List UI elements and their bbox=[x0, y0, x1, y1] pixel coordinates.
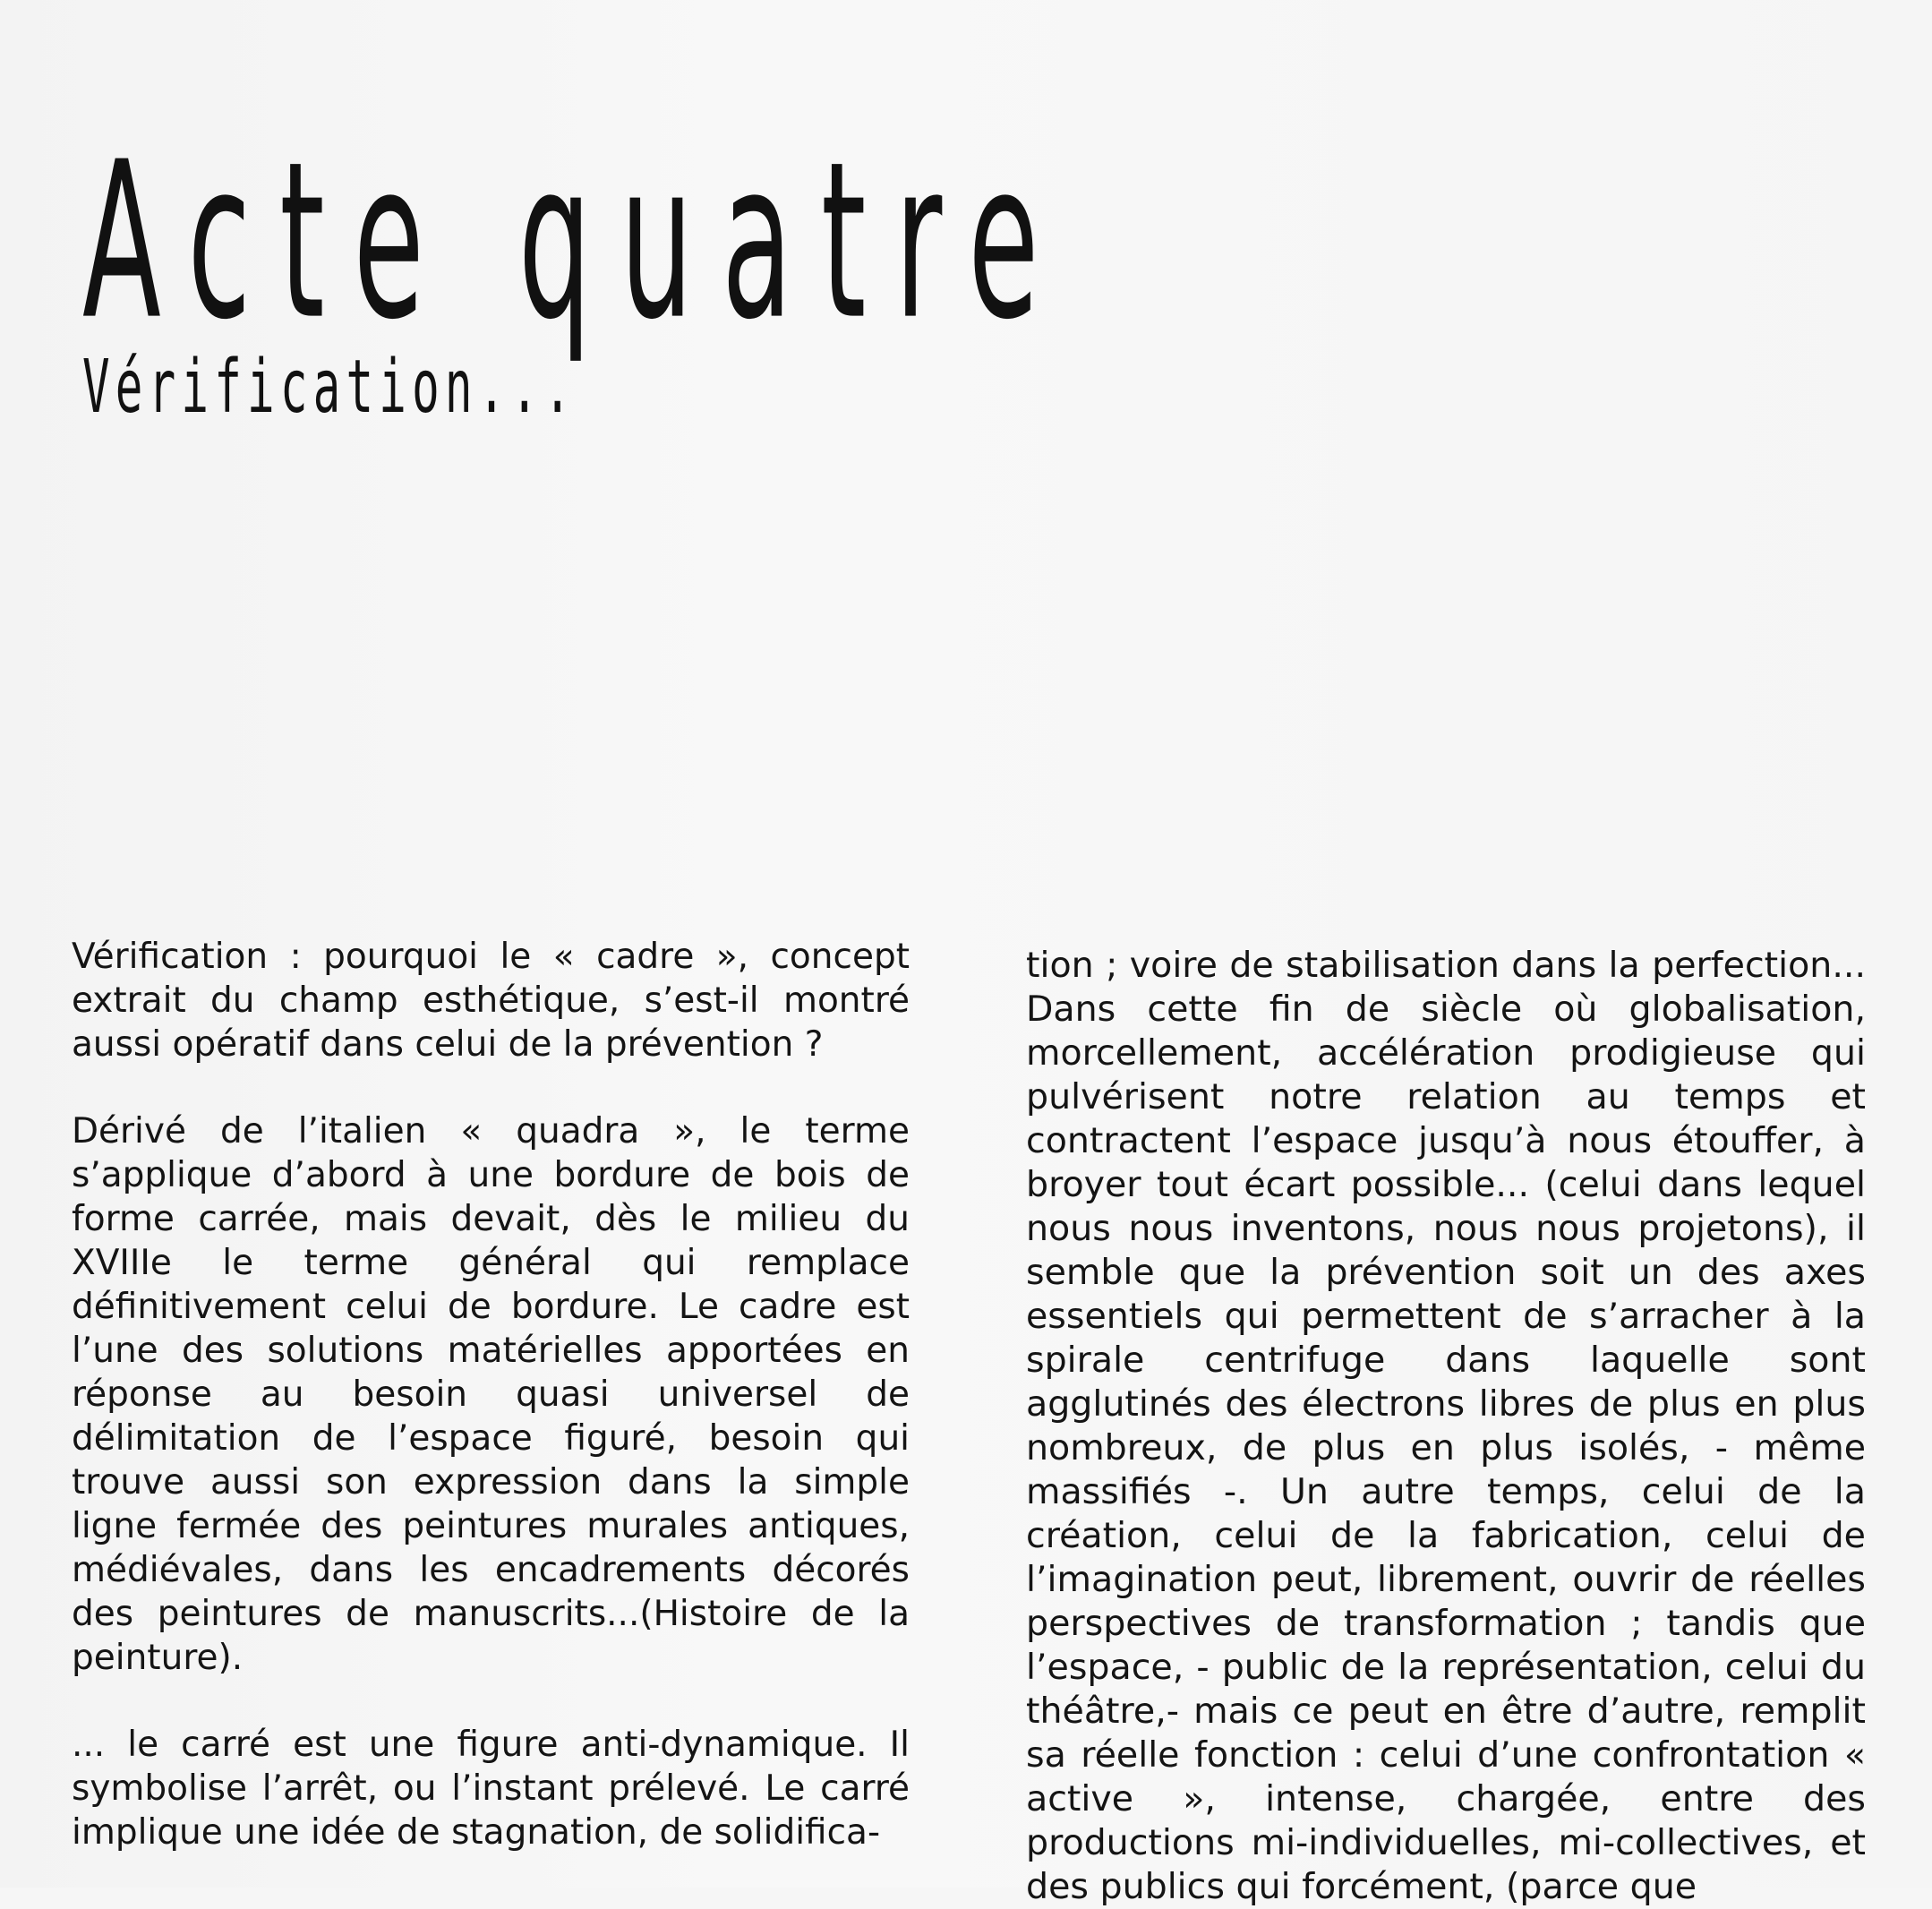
paragraph-square: ... le carré est une figure anti-dynamique. Il symbolise l’arrêt, ou l’instant prélevé. Le carré implique une idée de stagnation, de solidifica- bbox=[72, 1725, 910, 1853]
paragraph-etymology: Dérivé de l’italien « quadra », le terme s’applique d’abord à une bordure de bois de forme carrée, mais devait, dès le milieu du XVIIIe le terme général qui remplace définitivement celui de bordure. Le cadre est l’une des solutions matérielles apportées en réponse au besoin quasi universel de délimitation de l’espace figuré, besoin qui trouve aussi son expression dans la simple ligne fermée des peintures murales antiques, médiévales, dans les encadrements décorés des peintures de manuscrits...(Histoire de la peinture). bbox=[72, 1111, 910, 1678]
paragraph-prevention: tion ; voire de stabilisation dans la perfection... Dans cette fin de siècle où globalisation, morcellement, accélération prodigieuse qui pulvérisent notre relation au temps et contractent l’espace jusqu’à nous étouffer, à broyer tout écart possible... (celui dans lequel nous nous inventons, nous nous projetons), il semble que la prévention soit un des axes essentiels qui permettent de s’arracher à la spirale centrifuge dans laquelle sont agglutinés des électrons libres de plus en plus nombreux, de plus en plus isolés, - même massifiés -. Un autre temps, celui de la création, celui de la fabrication, celui de l’imagination peut, librement, ouvrir de réelles perspectives de transformation ; tandis que l’espace, - public de la représentation, celui du théâtre,- mais ce peut en être d’autre, remplit sa réelle fonction : celui d’une confrontation « active », intense, chargée, entre des productions mi-individuelles, mi-collectives, et des publics qui forcément, (parce que bbox=[1026, 945, 1866, 1907]
paragraph-question: Vérification : pourquoi le « cadre », concept extrait du champ esthétique, s’est-il montré aussi opératif dans celui de la prévention ? bbox=[72, 937, 910, 1065]
left-text-column bbox=[72, 935, 910, 1884]
page-subtitle: Vérification... bbox=[82, 345, 577, 430]
right-text-column bbox=[1026, 944, 1866, 1907]
page-title: Acte quatre bbox=[82, 116, 1068, 368]
